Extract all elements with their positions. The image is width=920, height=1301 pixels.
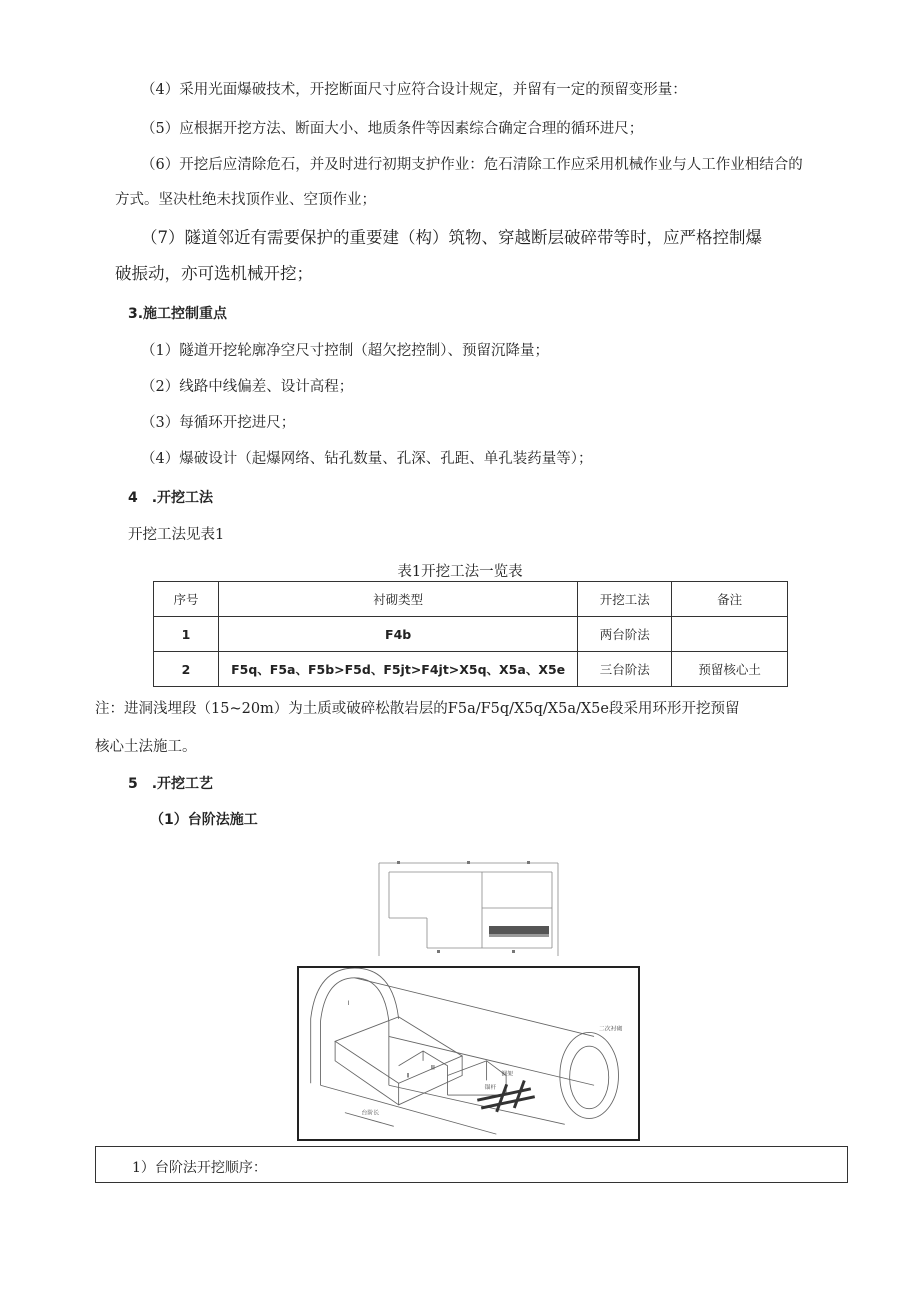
paragraph-7-line1: （7）隧道邻近有需要保护的重要建（构）筑物、穿越断层破碎带等时，应严格控制爆 — [141, 228, 762, 247]
section-5-heading: 5 .开挖工艺 — [128, 776, 214, 792]
procedure-box — [95, 1146, 848, 1183]
figure-label-2: Ⅱ — [406, 1073, 410, 1080]
section-4-intro: 开挖工法见表1 — [128, 527, 225, 543]
figure-label-steel: 钢架 — [501, 1071, 513, 1078]
table-caption: 表1开挖工法一览表 — [397, 564, 523, 580]
table-note-line2: 核心土法施工。 — [95, 739, 197, 755]
tunnel-3d-drawing — [297, 966, 640, 1141]
section-4-heading: 4 .开挖工法 — [128, 490, 214, 506]
section-3-heading: 3.施工控制重点 — [128, 306, 228, 322]
figure-label-length: 台阶长 — [361, 1110, 380, 1117]
excavation-method-table — [153, 581, 788, 687]
table-cell: 两台阶法 — [578, 617, 672, 652]
table-cell: 三台阶法 — [578, 652, 672, 687]
table-cell: 1 — [154, 617, 219, 652]
figure-label-bolt: 锚杆 — [484, 1085, 497, 1092]
table-cell — [672, 617, 788, 652]
table-header-cell: 开挖工法 — [578, 582, 672, 617]
figure-label-1: Ⅰ — [347, 1001, 350, 1008]
table-header-row — [154, 582, 788, 617]
figure-label-lining: 二次衬砌 — [598, 1026, 623, 1033]
figure-label-3: Ⅲ — [430, 1065, 435, 1072]
table-cell: F4b — [218, 617, 577, 652]
paragraph-7-line2: 破振动，亦可选机械开挖； — [115, 264, 313, 283]
table-cell: F5q、F5a、F5b>F5d、F5jt>F4jt>X5q、X5a、X5e — [218, 652, 577, 687]
paragraph-6-line1: （6）开挖后应清除危石，并及时进行初期支护作业：危石清除工作应采用机械作业与人工作业相结合的 — [141, 157, 803, 173]
table-header-cell: 序号 — [154, 582, 219, 617]
cross-section-drawing — [377, 858, 560, 958]
table-cell: 2 — [154, 652, 219, 687]
section-3-item-2: （2）线路中线偏差、设计高程； — [141, 379, 354, 395]
paragraph-5: （5）应根据开挖方法、断面大小、地质条件等因素综合确定合理的循环进尺； — [141, 121, 644, 137]
procedure-box-text: 1）台阶法开挖顺序： — [132, 1160, 267, 1176]
table-note-line1: 注：进洞浅埋段（15~20m）为土质或破碎松散岩层的F5a/F5q/X5q/X5a/X5e段采用环形开挖预留 — [95, 701, 740, 717]
table-cell: 预留核心土 — [672, 652, 788, 687]
paragraph-6-line2: 方式。坚决杜绝未找顶作业、空顶作业； — [115, 192, 376, 208]
section-3-item-3: （3）每循环开挖进尺； — [141, 415, 296, 431]
section-3-item-4: （4）爆破设计（起爆网络、钻孔数量、孔深、孔距、单孔装药量等）； — [141, 451, 593, 467]
section-5-sub1: （1）台阶法施工 — [150, 812, 258, 828]
section-3-item-1: （1）隧道开挖轮廓净空尺寸控制（超欠挖控制）、预留沉降量； — [141, 343, 549, 359]
table-header-cell: 衬砌类型 — [218, 582, 577, 617]
table-header-cell: 备注 — [672, 582, 788, 617]
paragraph-4: （4）采用光面爆破技术，开挖断面尺寸应符合设计规定，并留有一定的预留变形量： — [141, 82, 687, 98]
table-row — [154, 652, 788, 687]
table-row — [154, 617, 788, 652]
